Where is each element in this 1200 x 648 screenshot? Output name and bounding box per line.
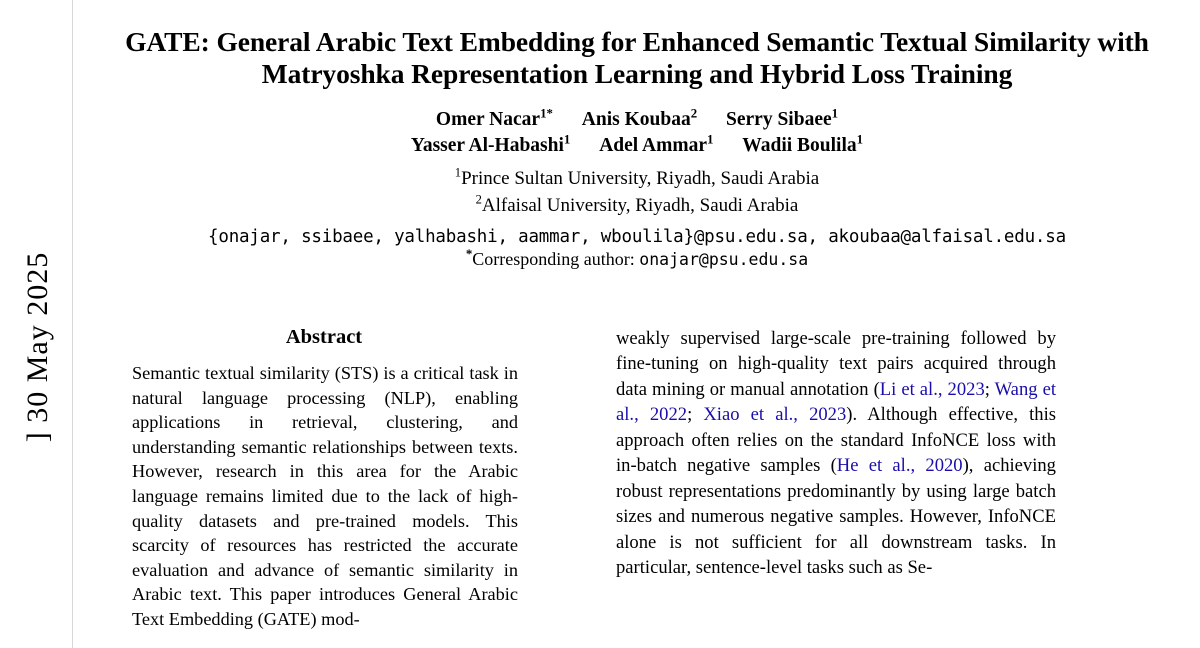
affiliation-list bbox=[74, 166, 1200, 220]
citation-link[interactable]: Xiao et al., 2023 bbox=[703, 404, 847, 426]
citation-link[interactable]: He et al., 2020 bbox=[836, 455, 963, 477]
citation-link[interactable]: Li et al., 2023 bbox=[879, 378, 985, 400]
corresponding-email: onajar@psu.edu.sa bbox=[639, 249, 809, 269]
corresponding-author-note: *Corresponding author: onajar@psu.edu.sa bbox=[465, 245, 809, 269]
author-affiliation-marker: 1 bbox=[831, 106, 839, 121]
author-name: Serry Sibaee$^1$ bbox=[726, 106, 839, 130]
author-affiliation-marker: 1 bbox=[563, 132, 571, 147]
arxiv-side-stamp bbox=[0, 0, 74, 648]
author-name: Yasser Al-Habashi$^1$ bbox=[410, 132, 571, 157]
author-name: Omer Nacar$^{1*}$ bbox=[435, 106, 553, 130]
author-name: Adel Ammar$^1$ bbox=[599, 132, 714, 157]
affiliation-marker: 1 bbox=[454, 165, 462, 180]
author-affiliation-marker: 1 bbox=[856, 132, 864, 147]
abstract-text: Semantic textual similarity (STS) is a critical task in natural language processing (NLP), enabling applications in retrieval, clustering, and understanding semantic relationships between texts. However, research in this area for the Arabic language remains limited due to the lack of high-quality datasets and pre-trained models. This scarcity of resources has restricted the accurate evaluation and advance of semantic similarity in Arabic text. This paper introduces General Arabic Text Embedding (GATE) mod- bbox=[132, 363, 518, 629]
author-name: Wadii Boulila$^1$ bbox=[742, 132, 864, 157]
intro-paragraph: weakly supervised large-scale pre-training followed by fine-tuning on high-quality text pairs acquired through data mining or manual annotation (Li et al., 2023; Wang et al., 2022; Xiao et al., 2023). Although effective, this approach often relies on the standard InfoNCE loss with in-batch negative samples (He et al., 2020), achieving robust representations predominantly by using large batch sizes and numerous negative samples. However, InfoNCE alone is not sufficient for all downstream tasks. In particular, sentence-level tasks such as Se- bbox=[616, 328, 1056, 579]
right-column bbox=[616, 326, 1056, 648]
author-emails: {onajar, ssibaee, yalhabashi, aammar, wboulila}@psu.edu.sa, akoubaa@alfaisal.edu.sa bbox=[208, 226, 1066, 247]
abstract-heading: Abstract bbox=[285, 326, 363, 348]
author-row bbox=[74, 133, 1200, 160]
arxiv-side-stamp-text: ] 30 May 2025 bbox=[21, 251, 54, 443]
author-name: Anis Koubaa$^2$ bbox=[581, 106, 698, 130]
page-left-rule bbox=[72, 0, 73, 648]
two-column-body bbox=[74, 326, 1200, 648]
author-affiliation-marker: 2 bbox=[690, 106, 698, 121]
left-column bbox=[104, 326, 544, 648]
author-list bbox=[74, 107, 1200, 160]
citation-link[interactable]: Wang et al., 2022 bbox=[616, 378, 1056, 426]
author-affiliation-marker: 1* bbox=[540, 106, 553, 121]
affiliation-item: $^1$Prince Sultan University, Riyadh, Saudi Arabia bbox=[454, 165, 820, 189]
page-title: GATE: General Arabic Text Embedding for Enhanced Semantic Textual Similarity with Matryoshka Representation Learning and Hybrid Loss Training bbox=[125, 26, 1149, 90]
author-row bbox=[74, 107, 1200, 134]
author-affiliation-marker: 1 bbox=[706, 132, 714, 147]
affiliation-item: $^2$Alfaisal University, Riyadh, Saudi Arabia bbox=[475, 192, 799, 216]
paper-page bbox=[74, 0, 1200, 648]
corresponding-marker: * bbox=[465, 245, 473, 261]
affiliation-marker: 2 bbox=[475, 192, 482, 207]
